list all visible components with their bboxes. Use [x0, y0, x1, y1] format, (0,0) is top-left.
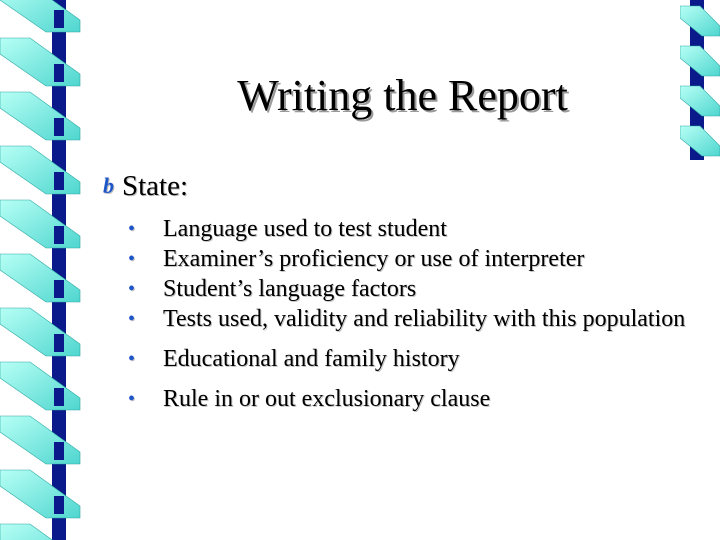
top-right-decoration	[680, 0, 720, 160]
bullet-dot-icon: •	[128, 218, 136, 240]
bullet-b-icon: b	[103, 173, 114, 198]
sub-bullet-list	[128, 214, 688, 424]
list-item: • Tests used, validity and reliability with this population	[128, 306, 686, 332]
bullet-dot-icon: •	[128, 248, 136, 270]
main-bullet	[103, 170, 188, 203]
left-decorative-border	[0, 0, 82, 540]
main-bullet-label: State:	[122, 170, 189, 202]
list-item: • Student’s language factors	[128, 276, 417, 302]
bullet-dot-icon: •	[128, 388, 136, 410]
bullet-dot-icon: •	[128, 348, 136, 370]
bullet-dot-icon: •	[128, 308, 136, 330]
list-item: • Language used to test student	[128, 216, 447, 242]
list-item: • Rule in or out exclusionary clause	[128, 386, 491, 412]
list-item: • Educational and family history	[128, 346, 460, 372]
slide-title: Writing the Report	[237, 71, 568, 120]
bullet-dot-icon: •	[128, 278, 136, 300]
list-item: • Examiner’s proficiency or use of interpreter	[128, 246, 585, 272]
